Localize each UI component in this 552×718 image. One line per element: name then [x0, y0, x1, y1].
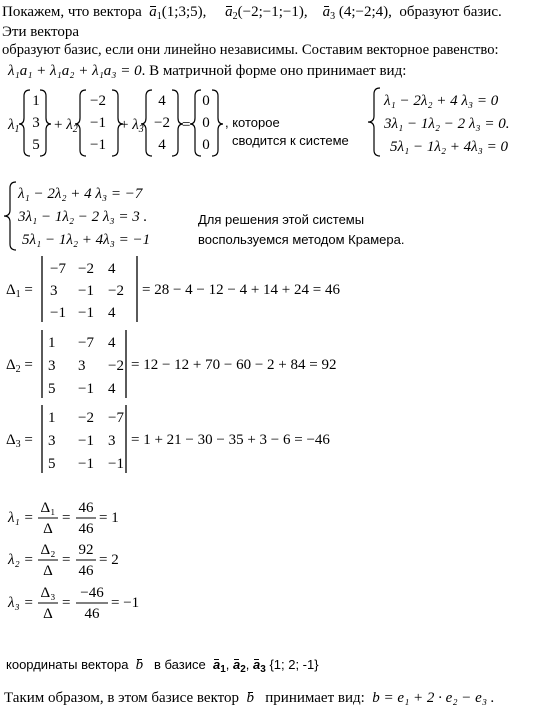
system-zero	[384, 90, 510, 159]
lambda3-num: Δ₃	[40, 585, 56, 601]
plus-lambda3: + $\lambda_3$	[120, 117, 144, 135]
lambda3-den: Δ	[43, 606, 53, 622]
matrix-form-text: . В матричной форме оно принимает вид:	[141, 63, 407, 79]
lambda1-res: = 1	[99, 510, 119, 526]
vector-b: b	[246, 690, 255, 706]
vector-b: b	[135, 657, 144, 673]
vector-equation: λ₁a₁ + λ₁a₂ + λ₁a₃ = 0	[8, 63, 142, 79]
coords-text-2: в базисе	[154, 657, 206, 672]
matrix-cell: 4	[158, 93, 166, 109]
lambda1-den2: 46	[78, 521, 94, 537]
matrix-cell: 5	[32, 137, 40, 153]
lambda2-num: Δ₂	[40, 542, 56, 558]
matrix-cell: −1	[90, 115, 106, 131]
lambda2-den: Δ	[43, 563, 53, 579]
det3-result: = 1 + 21 − 30 − 35 + 3 − 6 = −46	[131, 432, 330, 448]
final-text-2: принимает вид:	[265, 690, 365, 706]
lambda1-coef: $\lambda_1$	[8, 117, 20, 135]
cramer-line: воспользуемся методом Крамера.	[198, 232, 405, 247]
det-row: 3 −1 3	[48, 433, 116, 449]
intro-suffix: образуют базис.	[399, 4, 502, 20]
lambda3-lhs: λ₃ =	[8, 595, 34, 611]
matrix-cell: 0	[202, 137, 210, 153]
matrix-col-1	[31, 90, 41, 156]
basis-a3-sub: 3	[260, 664, 266, 675]
lambda2-num2: 92	[78, 542, 94, 558]
final-formula: b = e₁ + 2 · e₂ − e₃ .	[372, 690, 495, 706]
coords-text-1: координаты вектора	[6, 657, 129, 672]
vector-a3: a	[322, 4, 331, 20]
system-row: 3λ₁ − 1λ₂ − 2 λ₃ = 3 .	[18, 209, 148, 225]
coords-line: координаты вектора b в базисе $a_1$, $a_2$, $a_3$ {1; 2; -1}	[6, 657, 319, 675]
intro-line-2: Эти вектора	[2, 24, 79, 40]
basis-a1-sub: 1	[220, 664, 226, 675]
matrix-cell: 0	[202, 93, 210, 109]
basis-a1: a	[212, 657, 221, 672]
det2-matrix	[48, 332, 124, 401]
det-row: 3 3 −2	[48, 358, 124, 374]
equals: =	[62, 595, 71, 611]
lambda3-den2: 46	[84, 606, 100, 622]
det1-result: = 28 − 4 − 12 − 4 + 14 + 24 = 46	[142, 282, 340, 298]
intro-line-3: образуют базис, если они линейно независимы. Составим векторное равенство:	[2, 42, 499, 58]
lambda2-lhs: λ₂ =	[8, 552, 34, 568]
system-row: 5λ₁ − 1λ₂ + 4λ₃ = 0	[390, 139, 509, 155]
det-row: −7 −2 4	[50, 261, 116, 277]
system-row: 5λ₁ − 1λ₂ + 4λ₃ = −1	[22, 232, 151, 248]
equals: =	[62, 510, 71, 526]
matrix-cell: −2	[154, 115, 170, 131]
reduces-text: сводится к системе	[232, 133, 349, 148]
system-row: 3λ₁ − 1λ₂ − 2 λ₃ = 0.	[384, 116, 510, 132]
det-row: −1 −1 4	[50, 305, 116, 321]
basis-a2-sub: 2	[240, 664, 246, 675]
det-row: 5 −1 4	[48, 381, 116, 397]
det-row: 1 −2 −7	[48, 410, 124, 426]
det3-label: $\Delta_3$ =	[6, 432, 33, 450]
lambda3-res: = −1	[111, 595, 140, 611]
vector-a1-coords: (1;3;5),	[161, 4, 207, 20]
vector-a3-coords: (4;−2;4),	[338, 4, 392, 20]
matrix-col-2	[84, 90, 112, 156]
final-text-1: Таким образом, в этом базисе вектор	[4, 690, 240, 706]
lambda2-res: = 2	[99, 552, 119, 568]
coords-values: {1; 2; -1}	[269, 657, 319, 672]
basis-a3: a	[253, 657, 261, 672]
matrix-cell: 0	[202, 115, 210, 131]
det3-matrix	[48, 407, 124, 476]
final-line	[4, 691, 495, 706]
which-text: , которое	[225, 115, 280, 130]
cramer-text	[198, 210, 404, 250]
cramer-line: Для решения этой системы	[198, 212, 365, 227]
lambda1-den: Δ	[43, 521, 53, 537]
vector-a2: a	[225, 4, 233, 20]
lambda1-num2: 46	[78, 500, 94, 516]
lambda1-num: Δ₁	[40, 500, 56, 516]
matrix-cell: 3	[32, 115, 40, 131]
det-row: 3 −1 −2	[50, 283, 124, 299]
intro-prefix: Покажем, что вектора	[2, 4, 142, 20]
lambda3-num2: −46	[80, 585, 104, 601]
equals: =	[62, 552, 71, 568]
vector-a2-coords: (−2;−1;−1),	[237, 4, 308, 20]
vector-a3-sub: 3	[330, 11, 336, 22]
matrix-cell: 4	[158, 137, 166, 153]
basis-a2: a	[232, 657, 241, 672]
system-row: λ₁ − 2λ₂ + 4 λ₃ = −7	[18, 186, 143, 202]
matrix-col-3	[150, 90, 174, 156]
system-main	[18, 183, 150, 252]
system-row: λ₁ − 2λ₂ + 4 λ₃ = 0	[384, 93, 499, 109]
vector-a1-sub: 1	[156, 11, 162, 22]
det1-label: $\Delta_1$ =	[6, 282, 33, 300]
matrix-cell: −2	[90, 93, 106, 109]
det2-label: $\Delta_2$ =	[6, 357, 33, 375]
det-row: 1 −7 4	[48, 335, 116, 351]
matrix-rhs	[200, 90, 212, 156]
vector-a2-sub: 2	[232, 11, 238, 22]
det2-result: = 12 − 12 + 70 − 60 − 2 + 84 = 92	[131, 357, 337, 373]
det1-matrix	[50, 258, 124, 324]
lambda2-den2: 46	[78, 563, 94, 579]
matrix-cell: −1	[90, 137, 106, 153]
det-row: 5 −1 −1	[48, 456, 124, 472]
vector-a1: a	[149, 4, 157, 20]
equals-sign: =	[182, 117, 191, 133]
plus-lambda2: + $\lambda_2$	[54, 117, 78, 135]
lambda1-lhs: λ₁ =	[8, 510, 34, 526]
matrix-cell: 1	[32, 93, 40, 109]
